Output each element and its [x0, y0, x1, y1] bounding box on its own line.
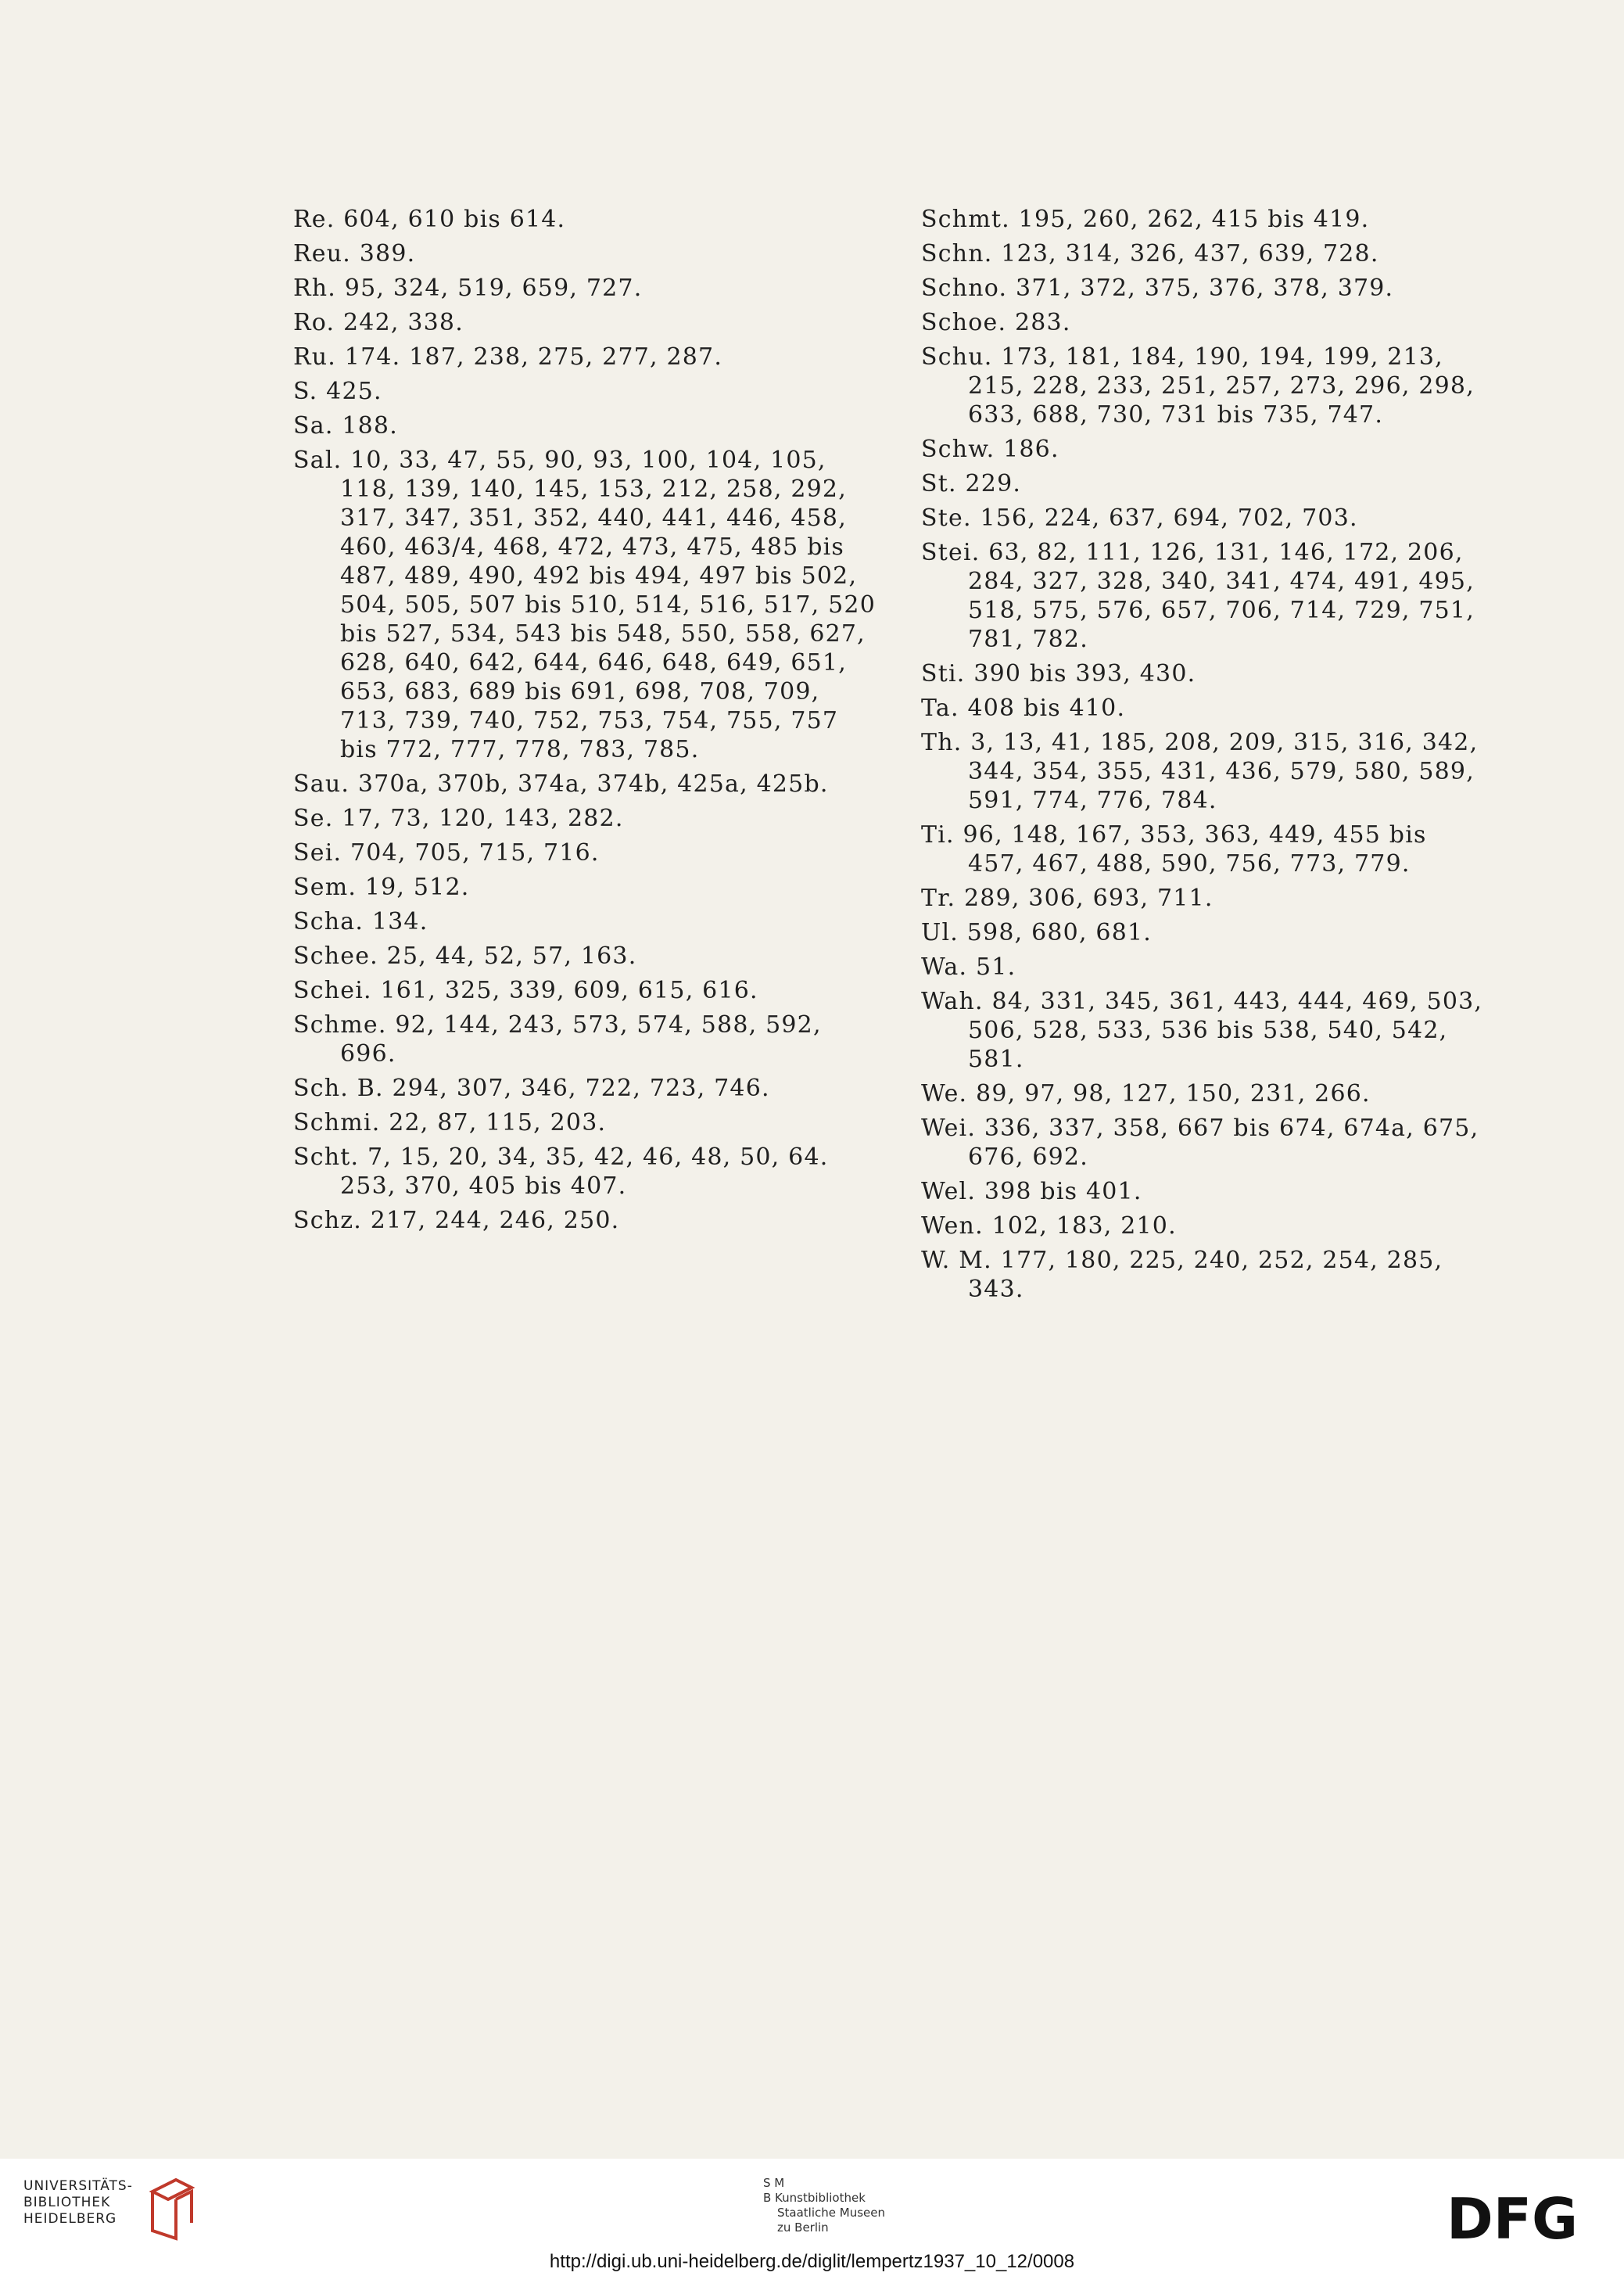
index-refs: 92, 144, 243, 573, 574, 588, 592, 696.: [340, 1011, 822, 1068]
index-term: Re.: [293, 206, 335, 233]
index-refs: 283.: [1014, 309, 1071, 336]
index-refs: 96, 148, 167, 353, 363, 449, 455 bis 457, 467, 488, 590, 756, 773, 779.: [963, 821, 1427, 878]
index-refs: 370a, 370b, 374a, 374b, 425a, 425b.: [357, 770, 829, 798]
index-refs: 123, 314, 326, 437, 639, 728.: [1001, 240, 1379, 267]
index-entry: [293, 1206, 880, 1235]
index-term: Schmt.: [921, 206, 1010, 233]
ub-logo-line: BIBLIOTHEK: [23, 2195, 111, 2210]
index-entry: [921, 239, 1484, 268]
index-column-right: [921, 205, 1484, 1309]
index-entry: [293, 446, 880, 764]
index-entry: [921, 918, 1484, 947]
index-entry: [921, 1246, 1484, 1304]
index-entry: [293, 1108, 880, 1137]
index-term: Schw.: [921, 436, 995, 463]
index-term: Th.: [921, 729, 963, 756]
index-term: Wa.: [921, 953, 968, 981]
index-term: Ru.: [293, 343, 337, 371]
index-entry: [293, 343, 880, 372]
index-entry: [293, 274, 880, 303]
index-term: Schu.: [921, 343, 993, 371]
smb-line: zu Berlin: [777, 2220, 829, 2235]
index-term: W. M.: [921, 1247, 992, 1274]
index-refs: 95, 324, 519, 659, 727.: [344, 275, 643, 302]
index-term: Reu.: [293, 240, 351, 267]
index-entry: [293, 377, 880, 406]
index-refs: 22, 87, 115, 203.: [389, 1109, 607, 1136]
index-entry: [921, 274, 1484, 303]
index-entry: [921, 987, 1484, 1074]
index-term: Schme.: [293, 1011, 387, 1039]
index-entry: [921, 820, 1484, 878]
index-refs: 195, 260, 262, 415 bis 419.: [1018, 206, 1370, 233]
index-refs: 10, 33, 47, 55, 90, 93, 100, 104, 105, 118, 139, 140, 145, 153, 212, 258, 292, 317, 347, 351, 352, 440, 441, 446, 458, 460, 463/4, 468, 472, 473, 475, 485 bis 487, 489, 490, 492 bis 494, 497 bis 502, 504, 505, 507 bis 510, 514, 516, 517, 520 bis 527, 534, 543 bis 548, 550, 558, 627, 628, 640, 642, 644, 646, 648, 649, 651, 653, 683, 689 bis 691, 698, 708, 709, 713, 739, 740, 752, 753, 754, 755, 757 bis 772, 777, 778, 783, 785.: [340, 447, 876, 763]
index-entry: [921, 728, 1484, 815]
index-entry: [921, 205, 1484, 234]
index-refs: 161, 325, 339, 609, 615, 616.: [380, 977, 758, 1004]
index-refs: 156, 224, 637, 694, 702, 703.: [980, 504, 1358, 532]
index-entry: [921, 538, 1484, 654]
smb-line: S M: [763, 2176, 785, 2190]
index-refs: 173, 181, 184, 190, 194, 199, 213, 215, 228, 233, 251, 257, 273, 296, 298, 633, 688, 730, 731 bis 735, 747.: [968, 343, 1475, 429]
index-term: Wel.: [921, 1178, 977, 1205]
index-term: Sei.: [293, 839, 342, 867]
index-entry: [921, 953, 1484, 982]
index-entry: [921, 469, 1484, 498]
permalink-url[interactable]: http://digi.ub.uni-heidelberg.de/diglit/lempertz1937_10_12/0008: [549, 2251, 1075, 2272]
index-entry: [293, 907, 880, 936]
index-refs: 604, 610 bis 614.: [343, 206, 566, 233]
dfg-logo-text: DFG: [1447, 2190, 1579, 2245]
index-entry: [921, 504, 1484, 533]
index-refs: 7, 15, 20, 34, 35, 42, 46, 48, 50, 64. 253, 370, 405 bis 407.: [340, 1143, 829, 1200]
index-refs: 63, 82, 111, 126, 131, 146, 172, 206, 284, 327, 328, 340, 341, 474, 491, 495, 518, 575, 576, 657, 706, 714, 729, 751, 781, 782.: [968, 539, 1475, 653]
index-refs: 425.: [326, 378, 382, 405]
index-entry: [293, 205, 880, 234]
index-refs: 188.: [342, 412, 398, 440]
index-entry: [921, 1114, 1484, 1172]
index-term: Stei.: [921, 539, 980, 566]
index-entry: [293, 942, 880, 971]
ub-heidelberg-logo-text[interactable]: [23, 2178, 133, 2228]
index-refs: 229.: [965, 470, 1022, 497]
index-term: Sch. B.: [293, 1075, 384, 1102]
index-refs: 102, 183, 210.: [991, 1212, 1177, 1240]
index-term: Ul.: [921, 919, 959, 946]
index-term: Sal.: [293, 447, 342, 474]
index-refs: 371, 372, 375, 376, 378, 379.: [1016, 275, 1394, 302]
index-refs: 51.: [976, 953, 1016, 981]
index-term: Sau.: [293, 770, 350, 798]
index-term: Schee.: [293, 942, 378, 970]
index-term: St.: [921, 470, 957, 497]
index-refs: 3, 13, 41, 185, 208, 209, 315, 316, 342, 344, 354, 355, 431, 436, 579, 580, 589, 591, 774, 776, 784.: [968, 729, 1479, 814]
index-term: S.: [293, 378, 318, 405]
index-term: Schno.: [921, 275, 1008, 302]
index-term: Ste.: [921, 504, 972, 532]
index-term: Wah.: [921, 988, 984, 1015]
index-term: Schoe.: [921, 309, 1007, 336]
index-refs: 704, 705, 715, 716.: [350, 839, 600, 867]
digitization-footer: [0, 2159, 1624, 2276]
index-entry: [921, 884, 1484, 913]
index-refs: 408 bis 410.: [967, 695, 1126, 722]
index-refs: 177, 180, 225, 240, 252, 254, 285, 343.: [968, 1247, 1443, 1303]
index-refs: 174. 187, 238, 275, 277, 287.: [344, 343, 723, 371]
index-entry: [293, 770, 880, 799]
index-term: Scht.: [293, 1143, 360, 1171]
index-refs: 17, 73, 120, 143, 282.: [342, 805, 624, 832]
index-term: Sti.: [921, 660, 966, 687]
index-term: Schei.: [293, 977, 372, 1004]
ub-logo-line: UNIVERSITÄTS-: [23, 2178, 133, 2194]
index-term: Sem.: [293, 874, 357, 901]
index-term: Rh.: [293, 275, 337, 302]
index-term: Ti.: [921, 821, 955, 849]
index-entry: [293, 239, 880, 268]
index-refs: 289, 306, 693, 711.: [963, 885, 1214, 912]
index-refs: 134.: [371, 908, 428, 935]
index-entry: [293, 804, 880, 833]
index-entry: [293, 1143, 880, 1201]
index-term: Tr.: [921, 885, 956, 912]
index-entry: [921, 694, 1484, 723]
dfg-logo[interactable]: [1447, 2190, 1603, 2245]
index-refs: 217, 244, 246, 250.: [370, 1207, 620, 1234]
index-term: Wen.: [921, 1212, 984, 1240]
index-entry: [293, 976, 880, 1005]
index-refs: 19, 512.: [364, 874, 470, 901]
index-entry: [293, 838, 880, 867]
index-entry: [921, 1212, 1484, 1240]
index-refs: 336, 337, 358, 667 bis 674, 674a, 675, 676, 692.: [968, 1115, 1479, 1171]
index-term: Ro.: [293, 309, 335, 336]
index-refs: 390 bis 393, 430.: [973, 660, 1196, 687]
index-entry: [293, 411, 880, 440]
smb-kunstbibliothek-logo[interactable]: [763, 2176, 885, 2235]
index-entry: [293, 308, 880, 337]
index-entry: [921, 308, 1484, 337]
ub-heidelberg-logo-icon[interactable]: [145, 2176, 199, 2242]
smb-line: Staatliche Museen: [777, 2206, 885, 2220]
index-entry: [293, 873, 880, 902]
index-entry: [293, 1011, 880, 1068]
index-refs: 186.: [1003, 436, 1059, 463]
index-entry: [921, 659, 1484, 688]
index-entry: [921, 435, 1484, 464]
index-term: Wei.: [921, 1115, 977, 1142]
index-refs: 89, 97, 98, 127, 150, 231, 266.: [976, 1080, 1371, 1107]
index-refs: 598, 680, 681.: [966, 919, 1153, 946]
index-refs: 242, 338.: [343, 309, 464, 336]
index-term: Schmi.: [293, 1109, 381, 1136]
index-term: Scha.: [293, 908, 364, 935]
index-term: Se.: [293, 805, 334, 832]
index-entry: [921, 1177, 1484, 1206]
index-column-left: [293, 205, 880, 1240]
index-term: Schn.: [921, 240, 993, 267]
index-term: Schz.: [293, 1207, 363, 1234]
index-entry: [921, 1079, 1484, 1108]
index-refs: 398 bis 401.: [984, 1178, 1142, 1205]
ub-logo-line: HEIDELBERG: [23, 2211, 117, 2227]
index-entry: [293, 1074, 880, 1103]
smb-line: B Kunstbibliothek: [763, 2191, 866, 2205]
index-refs: 25, 44, 52, 57, 163.: [386, 942, 637, 970]
index-term: Sa.: [293, 412, 334, 440]
index-refs: 389.: [359, 240, 416, 267]
index-refs: 294, 307, 346, 722, 723, 746.: [392, 1075, 770, 1102]
index-entry: [921, 343, 1484, 429]
index-term: Ta.: [921, 695, 959, 722]
index-term: We.: [921, 1080, 968, 1107]
index-refs: 84, 331, 345, 361, 443, 444, 469, 503, 506, 528, 533, 536 bis 538, 540, 542, 581.: [968, 988, 1483, 1073]
